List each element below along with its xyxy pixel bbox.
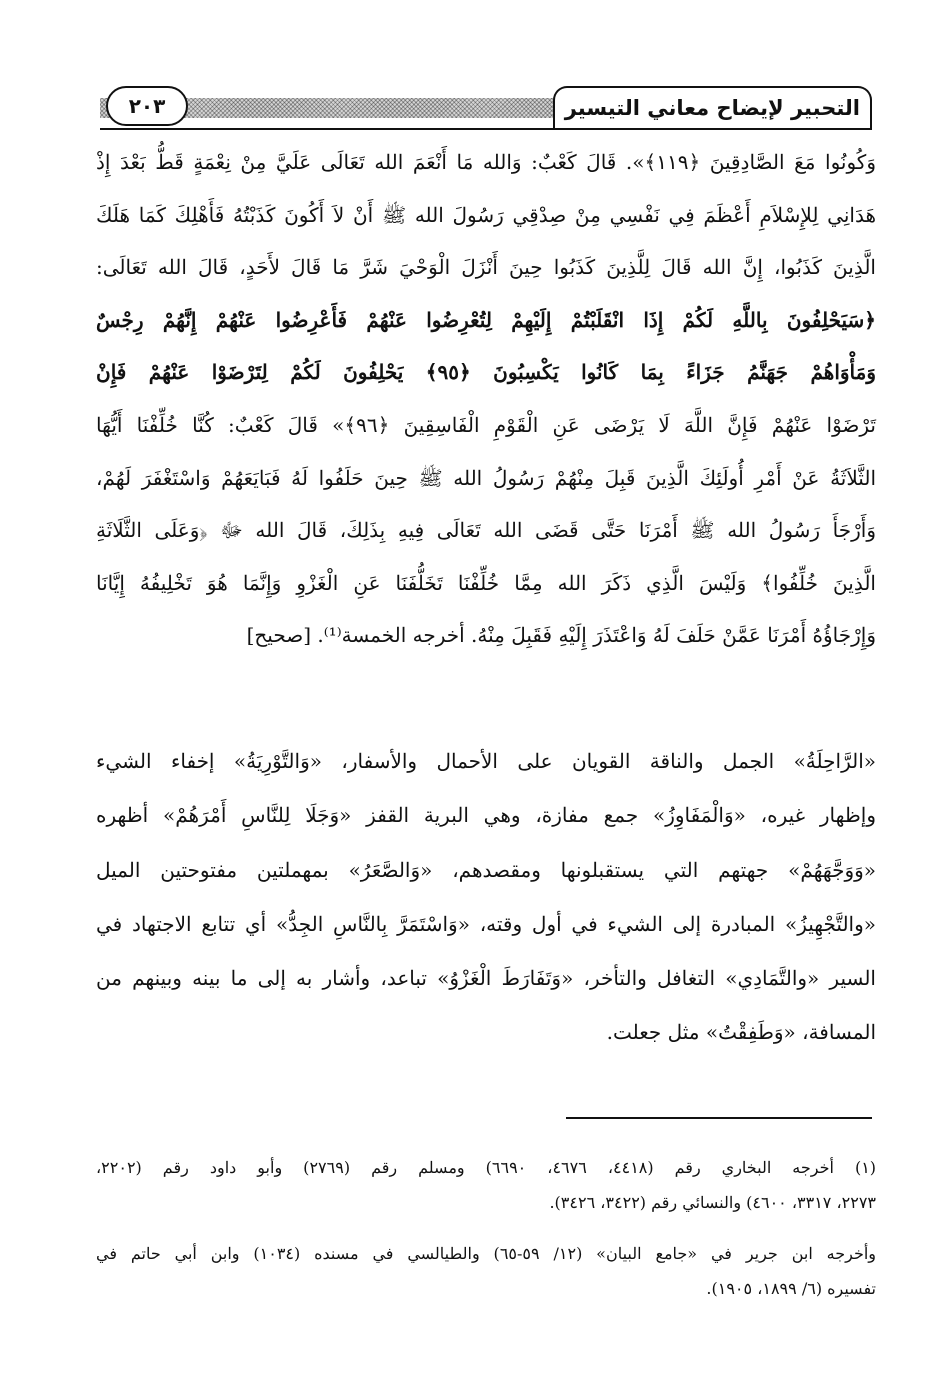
footnote-gap (96, 1220, 876, 1236)
text-line: هَدَانِي لِلإِسْلاَمِ أَعْظَمَ فِي نَفْسِي مِنْ صِدْقِي رَسُولَ الله ﷺ أَنْ لاَ أَكُونَ كَذَبْتُهُ فَأَهْلِكَ كَمَا هَلَكَ (96, 202, 876, 227)
commentary-line: «والتَّجْهِيزُ» المبادرة إلى الشيء في أول وقته، «وَاسْتَمَرَّ بِالنَّاسِ الجِدُّ» أي تتابع الاجتهاد في (96, 911, 876, 936)
footnote-line: تفسيره (٦/ ١٨٩٩، ١٩٠٥). (706, 1279, 876, 1298)
commentary-line: «وَوَجَّهَهُمْ» جهتهم التي يستقبلونها ومقصدهم، «وَالصَّعَرُ» بمهملتين مفتوحتين الميل (96, 857, 876, 882)
quran-verse-line: وَمَأْوَاهُمْ جَهَنَّمُ جَزَاءً بِمَا كَانُوا يَكْسِبُونَ ﴿٩٥﴾ يَحْلِفُونَ لَكُمْ لِتَرْضَوْا عَنْهُمْ فَإِنْ (96, 360, 876, 385)
text-line: وَأَرْجَأَ رَسُولُ الله ﷺ أَمْرَنَا حَتَّى قَضَى الله تَعَالَى فِيهِ بِذَلِكَ، قَالَ الله ﷻ ﴿وَعَلَى الثَّلَاثَةِ (96, 518, 876, 543)
text-line: الثَّلاَثَةُ عَنْ أَمْرِ أُولَئِكَ الَّذِينَ قَبِلَ مِنْهُمْ رَسُولُ الله ﷺ حِينَ حَلَفُوا لَهُ فَبَايَعَهُمْ وَاسْتَغْفَرَ لَهُمْ، (96, 465, 876, 490)
text-line: تَرْضَوْا عَنْهُمْ فَإِنَّ اللَّهَ لَا يَرْضَى عَنِ الْقَوْمِ الْفَاسِقِينَ ﴿٩٦﴾» قَالَ كَعْبٌ: كُنَّا خُلِّفْنَا أَيُّهَا (96, 412, 876, 437)
footnotes (96, 1150, 876, 1306)
commentary-line: «الرَّاحِلَةُ» الجمل والناقة القويان على الأحمال والأسفار، «وَالتَّوْرِيَةُ» إخفاء الشيء (96, 749, 876, 773)
footnote-separator (566, 1117, 872, 1119)
vocabulary-commentary (96, 734, 876, 1060)
commentary-line: وإظهار غيره، «وَالْمَفَاوِزُ» جمع مفازة، وهي البرية القفز «وَجَلَا لِلنَّاسِ أَمْرَهُمْ» أظهره (96, 803, 876, 828)
page-header (100, 86, 872, 136)
commentary-line: المسافة، «وَطَفِقْتُ» مثل جعلت. (606, 1020, 876, 1045)
footnote-line: ٢٢٧٣، ٣٣١٧، ٤٦٠٠) والنسائي رقم (٣٤٢٢، ٣٤٢٦). (549, 1193, 876, 1212)
text-line: وَكُونُوا مَعَ الصَّادِقِينَ ﴿١١٩﴾». قَالَ كَعْبٌ: وَالله مَا أَنْعَمَ الله تَعَالَى عَلَيَّ مِنْ نِعْمَةٍ قَطُّ بَعْدَ إِذْ (96, 150, 876, 174)
footnote-line: وأخرجه ابن جرير في «جامع البيان» (١٢/ ٥٩-٦٥) والطيالسي في مسنده (١٠٣٤) وابن أبي حاتم في (96, 1244, 877, 1263)
footnote-line: (١) أخرجه البخاري رقم (٤٤١٨، ٤٦٧٦، ٦٦٩٠) ومسلم رقم (٢٧٦٩) وأبو داود رقم (٢٢٠٢، (96, 1158, 877, 1177)
page-number: ٢٠٣ (106, 86, 188, 126)
header-rule (100, 128, 872, 130)
quran-verse-line: ﴿سَيَحْلِفُونَ بِاللَّهِ لَكُمْ إِذَا انْقَلَبْتُمْ إِلَيْهِمْ لِتُعْرِضُوا عَنْهُمْ فَأَعْرِضُوا عَنْهُمْ إِنَّهُمْ رِجْسٌ (96, 307, 876, 332)
text-line: الَّذِينَ خُلِّفُوا﴾ وَلَيْسَ الَّذِي ذَكَرَ الله مِمَّا خُلِّفْنَا تَخَلُّفَنَا عَنِ الْغَزْوِ وَإِنَّمَا هُوَ تَخْلِيفُهُ إِيَّانَا (96, 570, 876, 595)
commentary-line: السير «والتَّمَادِي» التغافل والتأخر، «وَتَفَارَطَ الْغَزْوُ» تباعد، وأشار به إلى ما بينه وبينهم من (96, 966, 876, 991)
text-line-grading: وَإِرْجَاؤُهُ أَمْرَنَا عَمَّنْ حَلَفَ لَهُ وَاعْتَذَرَ إِلَيْهِ فَقَبِلَ مِنْهُ. أخرجه الخمسة⁽¹⁾. [صحيح] (246, 623, 876, 648)
text-line: الَّذِينَ كَذَبُوا، إِنَّ الله قَالَ لِلَّذِينَ كَذَبُوا حِينَ أَنْزَلَ الْوَحْيَ شَرَّ مَا قَالَ لأَحَدٍ، قَالَ الله تَعَالَى: (96, 255, 876, 280)
hadith-text (96, 136, 876, 662)
book-title: التحبير لإيضاح معاني التيسير (553, 86, 872, 128)
